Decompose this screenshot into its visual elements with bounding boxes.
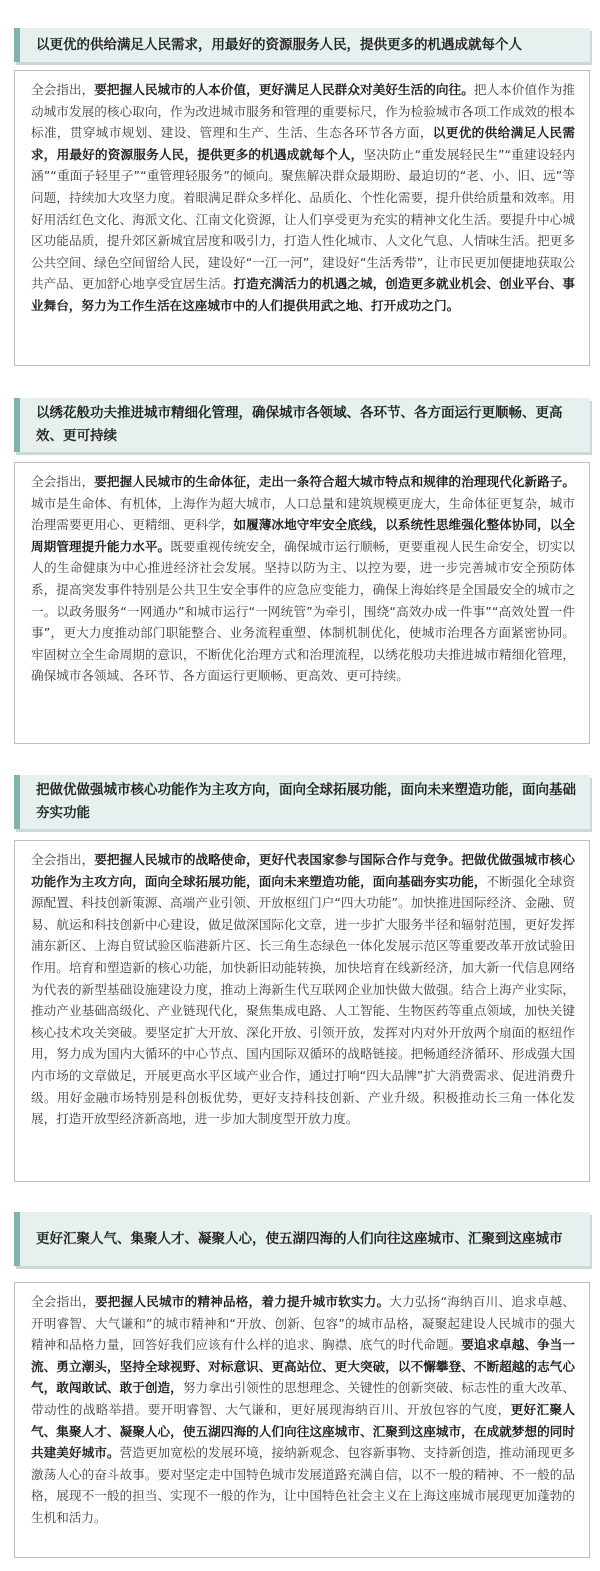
bold-text-run: 要把握人民城市的人本价值，更好满足人民群众对美好生活的向往。	[94, 82, 474, 97]
bold-text-run: 要把握人民城市的战略使命，更好代表国家参与国际合作与竞争。	[94, 852, 462, 867]
section-heading	[14, 1212, 590, 1266]
text-run: 全会指出，	[31, 852, 95, 867]
text-run: 营造更加宽松的发展环境，接纳新观念、包容新事物、支持新创造，推动涌现更多激荡人心的奋斗故事。要对坚定走中国特色城市发展道路充满自信，以不一般的精神、不一般的品格，展现不一般的担当、实现不一般的作为，让中国特色社会主义在上海这座城市展现更加蓬勃的生机和活力。	[31, 1445, 576, 1525]
text-run: 大力弘扬“海纳百川、追求卓越、开明睿智、大气谦和”的城市精神和“开放、创新、包容”的城市品格，凝聚起建设人民城市的强大精神和品格力量，回答好我们应该有什么样的追求、胸襟、底气的时代命题。	[31, 1294, 575, 1353]
text-run: 把人本价值作为推动城市发展的核心取向，作为改进城市服务和管理的重要标尺，作为检验城市各项工作成效的根本标准，贯穿城市规划、建设、管理和生产、生活、生态各环节各方面，	[31, 82, 576, 141]
bold-text-run: 要追求卓越、争当一流、勇立潮头，坚持全球视野、对标意识、更高站位、更大突破，以不懈攀登、不断超越的志气心气，敢闯敢试、敢于创造，	[31, 1337, 576, 1396]
text-run: 不断强化全球资源配置、科技创新策源、高端产业引领、开放枢纽门户“四大功能”。加快推进国际经济、金融、贸易、航运和科技创新中心建设，做足做深国际化文章，进一步扩大服务半径和辐射范围，更好发挥浦东新区、上海自贸试验区临港新片区、长三角生态绿色一体化发展示范区等重要改革开放试验田作用。培育和塑造新的核心功能，加快新旧动能转换，加快培育在线新经济，加大新一代信息网络为代表的新型基础设施建设力度，推动上海新生代互联网企业加快做大做强。结合上海产业实际，推动产业基础高级化、产业链现代化，聚焦集成电路、人工智能、生物医药等重点领域，加快关键核心技术攻关突破。要坚定扩大开放、深化开放、引领开放，发挥对内对外开放两个扇面的枢纽作用，努力成为国内大循环的中心节点、国内国际双循环的战略链接。把畅通经济循环、形成强大国内市场的文章做足，开展更高水平区域产业合作，通过打响“四大品牌”扩大消费需求、促进消费升级。用好金融市场特别是科创板优势，更好支持科技创新、产业升级。积极推动长三角一体化发展，打造开放型经济新高地，进一步加大制度型开放力度。	[31, 873, 576, 1127]
bold-text-run: 把做优做强城市核心功能作为主攻方向，面向全球拓展功能，面向未来塑造功能，面向基础夯实功能，	[31, 852, 576, 889]
heading-text: 更好汇聚人气、集聚人才、凝聚人心，使五湖四海的人们向往这座城市、汇聚到这座城市	[36, 1230, 563, 1247]
bold-text-run: 如履薄冰地守牢安全底线，以系统性思维强化整体协同，以全周期管理提升能力水平。	[31, 517, 576, 554]
bold-text-run: 打造充满活力的机遇之城，创造更多就业机会、创业平台、事业舞台，努力为工作生活在这座城市中的人们提供用武之地、打开成功之门。	[31, 276, 576, 313]
bold-text-run: 要把握人民城市的生命体征，走出一条符合超大城市特点和规律的治理现代化新路子。	[94, 474, 576, 489]
text-run: 全会指出，	[31, 82, 95, 97]
bold-text-run: 以更优的供给满足人民需求，用最好的资源服务人民，提供更多的机遇成就每个人，	[31, 125, 576, 162]
section-heading	[14, 28, 590, 62]
text-run: 既要重视传统安全，确保城市运行顺畅，更要重视人民生命安全，切实以人的生命健康为中心推进经济社会发展。坚持以防为主、以控为要，进一步完善城市安全预防体系，提高突发事件特别是公共卫生安全事件的应急应变能力，确保上海始终是全国最安全的城市之一。以政务服务“一网通办”和城市运行“一网统管”为牵引，围绕“高效办成一件事”“高效处置一件事”，更大力度推动部门职能整合、业务流程重塑、体制机制优化，使城市治理各方面紧密协同。牢固树立全生命周期的意识，不断优化治理方式和治理流程，以绣花般功夫推进城市精细化管理，确保城市各领域、各环节、各方面运行更顺畅、更高效、更可持续。	[31, 538, 576, 684]
section-body	[14, 840, 590, 1182]
text-run: 全会指出，	[31, 474, 95, 489]
section-heading	[14, 398, 590, 452]
heading-text: 以绣花般功夫推进城市精细化管理，确保城市各领域、各环节、各方面运行更顺畅、更高效、更可持续	[36, 405, 563, 444]
text-run: 全会指出，	[31, 1294, 95, 1309]
section-heading	[14, 775, 590, 829]
text-run: 坚决防止“重发展轻民生”“重建设轻内涵”“重面子轻里子”“重管理轻服务”的倾向。聚焦解决群众最期盼、最迫切的“老、小、旧、远”等问题，持续加大攻坚力度。着眼满足群众多样化、品质化、个性化需要，提升供给质量和效率。用好用活红色文化、海派文化、江南文化资源，让人们享受更为充实的精神文化生活。要提升中心城区功能品质，提升郊区新城宜居度和吸引力，打造人性化城市、人文化气息、人情味生活。把更多公共空间、绿色空间留给人民，建设好“一江一河”，建设好“生活秀带”，让市民更加便捷地获取公共产品、更加舒心地享受宜居生活。	[31, 146, 576, 292]
bold-text-run: 要把握人民城市的精神品格，着力提升城市软实力。	[94, 1294, 390, 1309]
text-run: 努力拿出引领性的思想理念、关键性的创新突破、标志性的重大改革、带动性的战略举措。要开明睿智、大气谦和，更好展现海纳百川、开放包容的气度，	[31, 1380, 576, 1417]
text-run: 城市是生命体、有机体，上海作为超大城市，人口总量和建筑规模更庞大，生命体征更复杂，城市治理需要更用心、更精细、更科学，	[31, 495, 575, 533]
section-body	[14, 462, 590, 744]
heading-text: 把做优做强城市核心功能作为主攻方向，面向全球拓展功能，面向未来塑造功能，面向基础夯实功能	[36, 782, 576, 821]
heading-text: 以更优的供给满足人民需求，用最好的资源服务人民，提供更多的机遇成就每个人	[36, 36, 522, 53]
section-body	[14, 70, 590, 366]
section-body	[14, 1282, 590, 1558]
bold-text-run: 更好汇聚人气、集聚人才、凝聚人心，使五湖四海的人们向往这座城市、汇聚到这座城市，在成就梦想的同时共建美好城市。	[31, 1401, 576, 1461]
